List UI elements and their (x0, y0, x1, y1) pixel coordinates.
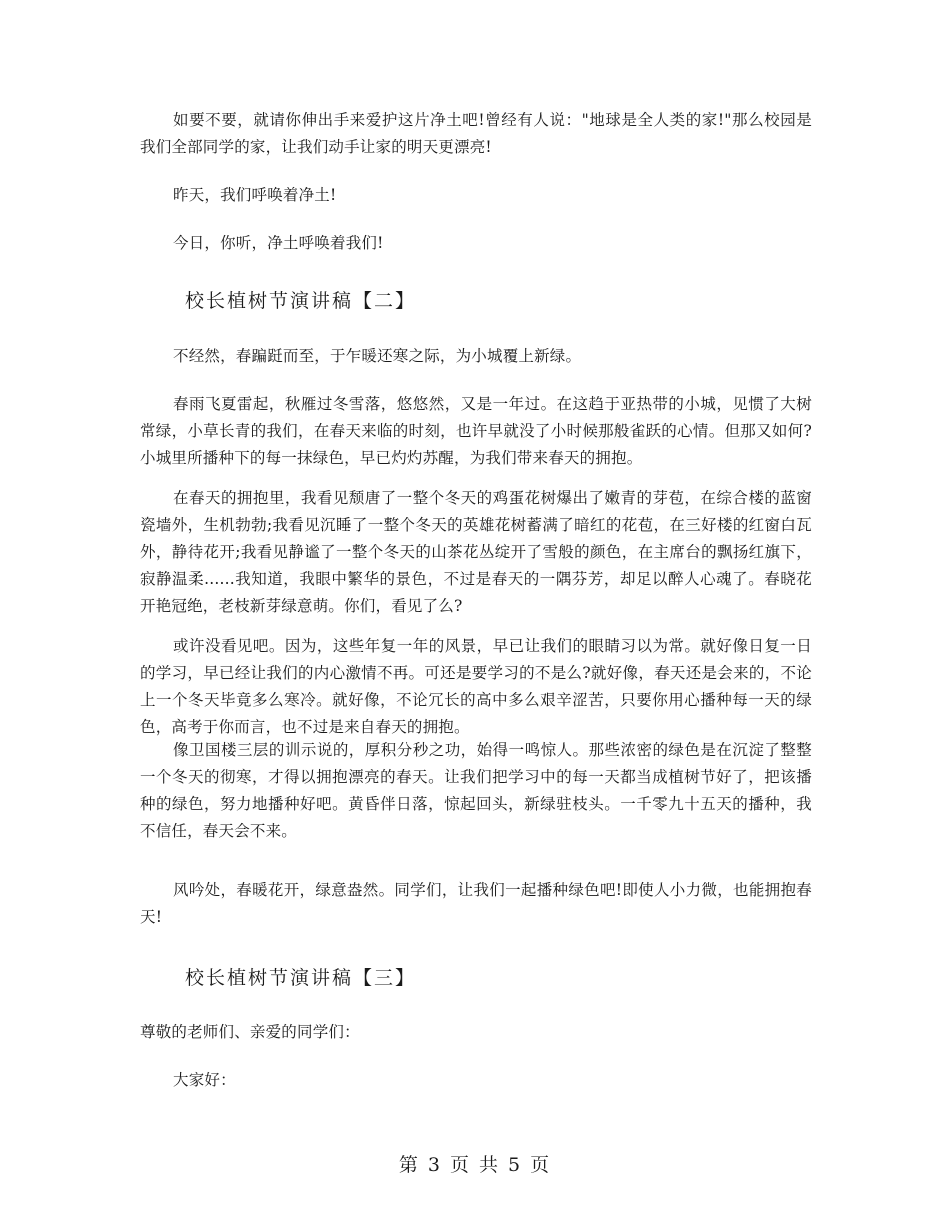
greeting: 大家好： (173, 1071, 236, 1089)
paragraph-s2-6: 风吟处，春暖花开，绿意盎然。同学们，让我们一起播种绿色吧!即使人小力微，也能拥抱春天! (140, 881, 812, 926)
paragraph-s2-3: 在春天的拥抱里，我看见颓唐了一整个冬天的鸡蛋花树爆出了嫩青的芽苞，在综合楼的蓝窗瓷墙外，生机勃勃;我看见沉睡了一整个冬天的英雄花树蓄满了暗红的花苞，在三好楼的红窗白瓦外，静待花开;我看见静谧了一整个冬天的山茶花丛绽开了雪般的颜色，在主席台的飘扬红旗下，寂静温柔......我知道，我眼中繁华的景色，不过是春天的一隅芬芳，却足以醉人心魂了。春晓花开艳冠绝，老枝新芽绿意萌。你们，看见了么? (140, 489, 812, 615)
paragraph-s2-4: 或许没看见吧。因为，这些年复一年的风景，早已让我们的眼睛习以为常。就好像日复一日的学习，早已经让我们的内心激情不再。可还是要学习的不是么?就好像，春天还是会来的，不论上一个冬天毕竟多么寒冷。就好像，不论冗长的高中多么艰辛涩苦，只要你用心播种每一天的绿色，高考于你而言，也不过是来自春天的拥抱。 (140, 637, 812, 736)
section-heading-2: 校长植树节演讲稿【二】 (185, 290, 417, 312)
paragraph-s2-2: 春雨飞夏雷起，秋雁过冬雪落，悠悠然，又是一年过。在这趋于亚热带的小城，见惯了大树常绿，小草长青的我们，在春天来临的时刻，也许早就没了小时候那般雀跃的心情。但那又如何?小城里所播种下的每一抹绿色，早已灼灼苏醒，为我们带来春天的拥抱。 (140, 395, 812, 467)
paragraph-yesterday: 昨天，我们呼唤着净土! (173, 186, 337, 204)
salutation: 尊敬的老师们、亲爱的同学们： (140, 1023, 360, 1041)
paragraph-intro: 如要不要，就请你伸出手来爱护这片净土吧!曾经有人说："地球是全人类的家!"那么校园是我们全部同学的家，让我们动手让家的明天更漂亮! (140, 111, 812, 156)
page-number-footer: 第 3 页 共 5 页 (398, 1154, 552, 1176)
paragraph-s2-1: 不经然，春蹁跹而至，于乍暖还寒之际，为小城覆上新绿。 (173, 347, 582, 365)
paragraph-today: 今日，你听，净土呼唤着我们! (173, 234, 384, 252)
section-heading-3: 校长植树节演讲稿【三】 (185, 967, 417, 989)
paragraph-s2-5: 像卫国楼三层的训示说的，厚积分秒之功，始得一鸣惊人。那些浓密的绿色是在沉淀了整整一个冬天的彻寒，才得以拥抱漂亮的春天。让我们把学习中的每一天都当成植树节好了，把该播种的绿色，努力地播种好吧。黄昏伴日落，惊起回头，新绿驻枝头。一千零九十五天的播种，我不信任，春天会不来。 (140, 741, 812, 840)
